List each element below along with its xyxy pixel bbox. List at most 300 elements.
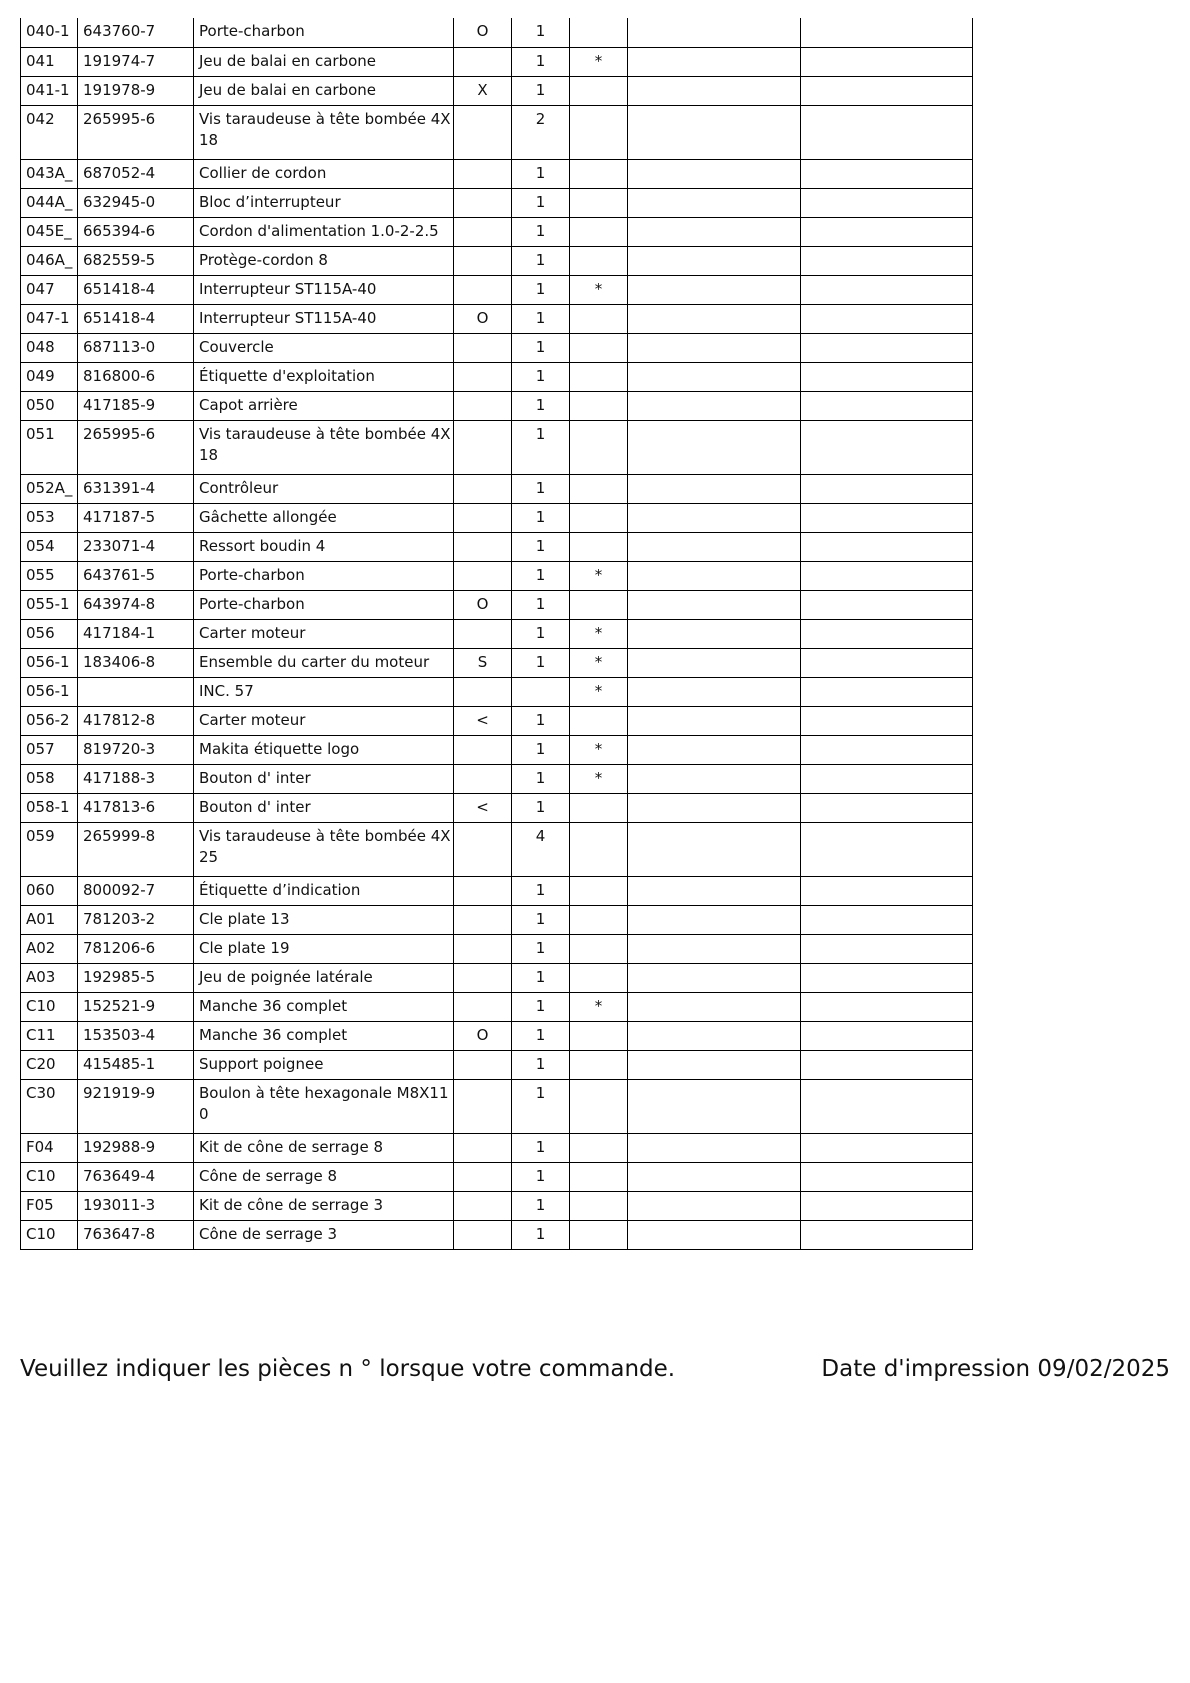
note-cell xyxy=(454,391,512,420)
quantity-cell: 1 xyxy=(512,18,570,47)
marker-cell xyxy=(570,1050,628,1079)
note-cell xyxy=(454,764,512,793)
item-number-cell: 056 xyxy=(21,619,78,648)
description-cell: Interrupteur ST115A-40 xyxy=(194,275,454,304)
note-cell: < xyxy=(454,706,512,735)
table-row xyxy=(21,76,973,105)
marker-cell xyxy=(570,304,628,333)
quantity-cell: 2 xyxy=(512,105,570,159)
part-number-cell: 153503-4 xyxy=(78,1021,194,1050)
marker-cell: * xyxy=(570,619,628,648)
item-number-cell: C10 xyxy=(21,1162,78,1191)
part-number-cell: 417187-5 xyxy=(78,503,194,532)
table-row xyxy=(21,105,973,159)
blank-cell xyxy=(801,420,973,474)
marker-cell: * xyxy=(570,735,628,764)
marker-cell xyxy=(570,934,628,963)
quantity-cell: 1 xyxy=(512,275,570,304)
table-row xyxy=(21,474,973,503)
part-number-cell: 193011-3 xyxy=(78,1191,194,1220)
table-row xyxy=(21,905,973,934)
note-cell xyxy=(454,619,512,648)
marker-cell xyxy=(570,159,628,188)
part-number-cell: 417188-3 xyxy=(78,764,194,793)
part-number-cell: 417812-8 xyxy=(78,706,194,735)
description-cell: Cle plate 13 xyxy=(194,905,454,934)
blank-cell xyxy=(628,420,801,474)
item-number-cell: 051 xyxy=(21,420,78,474)
item-number-cell: 042 xyxy=(21,105,78,159)
blank-cell xyxy=(628,1079,801,1133)
table-row xyxy=(21,764,973,793)
description-cell: Vis taraudeuse à tête bombée 4X 18 xyxy=(194,420,454,474)
blank-cell xyxy=(628,1050,801,1079)
item-number-cell: 049 xyxy=(21,362,78,391)
blank-cell xyxy=(628,391,801,420)
marker-cell xyxy=(570,905,628,934)
description-cell: Interrupteur ST115A-40 xyxy=(194,304,454,333)
description-cell: Carter moteur xyxy=(194,619,454,648)
table-row xyxy=(21,590,973,619)
blank-cell xyxy=(801,159,973,188)
blank-cell xyxy=(801,706,973,735)
blank-cell xyxy=(801,590,973,619)
item-number-cell: 058 xyxy=(21,764,78,793)
quantity-cell: 1 xyxy=(512,217,570,246)
blank-cell xyxy=(801,1021,973,1050)
table-row xyxy=(21,706,973,735)
part-number-cell: 819720-3 xyxy=(78,735,194,764)
blank-cell xyxy=(628,677,801,706)
quantity-cell: 1 xyxy=(512,793,570,822)
parts-table xyxy=(20,18,973,1250)
note-cell xyxy=(454,420,512,474)
quantity-cell: 1 xyxy=(512,532,570,561)
table-row xyxy=(21,1021,973,1050)
part-number-cell: 233071-4 xyxy=(78,532,194,561)
blank-cell xyxy=(801,876,973,905)
item-number-cell: 041-1 xyxy=(21,76,78,105)
table-row xyxy=(21,963,973,992)
part-number-cell: 781206-6 xyxy=(78,934,194,963)
marker-cell xyxy=(570,362,628,391)
blank-cell xyxy=(628,619,801,648)
table-row xyxy=(21,1220,973,1249)
note-cell xyxy=(454,47,512,76)
description-cell: Bloc d’interrupteur xyxy=(194,188,454,217)
marker-cell xyxy=(570,474,628,503)
blank-cell xyxy=(628,1133,801,1162)
blank-cell xyxy=(801,304,973,333)
blank-cell xyxy=(801,619,973,648)
part-number-cell: 417813-6 xyxy=(78,793,194,822)
table-row xyxy=(21,159,973,188)
description-cell: Jeu de balai en carbone xyxy=(194,47,454,76)
note-cell: O xyxy=(454,590,512,619)
description-cell: Cle plate 19 xyxy=(194,934,454,963)
table-row xyxy=(21,876,973,905)
description-cell: Étiquette d'exploitation xyxy=(194,362,454,391)
table-row xyxy=(21,648,973,677)
description-cell: Cordon d'alimentation 1.0-2-2.5 xyxy=(194,217,454,246)
blank-cell xyxy=(801,503,973,532)
quantity-cell: 1 xyxy=(512,1162,570,1191)
blank-cell xyxy=(801,1050,973,1079)
quantity-cell: 1 xyxy=(512,1191,570,1220)
marker-cell: * xyxy=(570,677,628,706)
blank-cell xyxy=(628,876,801,905)
description-cell: Porte-charbon xyxy=(194,590,454,619)
blank-cell xyxy=(801,1162,973,1191)
description-cell: Jeu de poignée latérale xyxy=(194,963,454,992)
blank-cell xyxy=(801,105,973,159)
note-cell: X xyxy=(454,76,512,105)
note-cell xyxy=(454,1050,512,1079)
blank-cell xyxy=(628,1021,801,1050)
blank-cell xyxy=(628,590,801,619)
blank-cell xyxy=(801,1079,973,1133)
table-row xyxy=(21,934,973,963)
blank-cell xyxy=(628,188,801,217)
blank-cell xyxy=(628,105,801,159)
item-number-cell: C20 xyxy=(21,1050,78,1079)
description-cell: Bouton d' inter xyxy=(194,793,454,822)
blank-cell xyxy=(801,47,973,76)
blank-cell xyxy=(801,934,973,963)
blank-cell xyxy=(628,561,801,590)
item-number-cell: 045E_ xyxy=(21,217,78,246)
part-number-cell: 651418-4 xyxy=(78,275,194,304)
blank-cell xyxy=(628,362,801,391)
blank-cell xyxy=(628,992,801,1021)
blank-cell xyxy=(801,561,973,590)
description-cell: Ressort boudin 4 xyxy=(194,532,454,561)
note-cell xyxy=(454,159,512,188)
marker-cell: * xyxy=(570,648,628,677)
note-cell xyxy=(454,1191,512,1220)
marker-cell xyxy=(570,105,628,159)
quantity-cell: 1 xyxy=(512,934,570,963)
blank-cell xyxy=(628,333,801,362)
marker-cell xyxy=(570,1133,628,1162)
item-number-cell: 055 xyxy=(21,561,78,590)
item-number-cell: 041 xyxy=(21,47,78,76)
quantity-cell: 1 xyxy=(512,474,570,503)
table-row xyxy=(21,246,973,275)
part-number-cell: 643761-5 xyxy=(78,561,194,590)
description-cell: Kit de cône de serrage 3 xyxy=(194,1191,454,1220)
note-cell xyxy=(454,1133,512,1162)
blank-cell xyxy=(628,1191,801,1220)
blank-cell xyxy=(801,963,973,992)
marker-cell xyxy=(570,532,628,561)
quantity-cell: 1 xyxy=(512,905,570,934)
quantity-cell: 1 xyxy=(512,1079,570,1133)
note-cell: O xyxy=(454,1021,512,1050)
blank-cell xyxy=(801,764,973,793)
part-number-cell: 265995-6 xyxy=(78,105,194,159)
blank-cell xyxy=(628,735,801,764)
note-cell xyxy=(454,876,512,905)
note-cell xyxy=(454,275,512,304)
quantity-cell: 1 xyxy=(512,963,570,992)
blank-cell xyxy=(801,1191,973,1220)
blank-cell xyxy=(801,188,973,217)
table-row xyxy=(21,735,973,764)
part-number-cell: 415485-1 xyxy=(78,1050,194,1079)
table-row xyxy=(21,503,973,532)
part-number-cell: 682559-5 xyxy=(78,246,194,275)
blank-cell xyxy=(628,963,801,992)
quantity-cell: 1 xyxy=(512,391,570,420)
description-cell: Collier de cordon xyxy=(194,159,454,188)
table-row xyxy=(21,1050,973,1079)
part-number-cell: 643760-7 xyxy=(78,18,194,47)
part-number-cell: 632945-0 xyxy=(78,188,194,217)
blank-cell xyxy=(801,474,973,503)
description-cell: Couvercle xyxy=(194,333,454,362)
table-row xyxy=(21,992,973,1021)
table-row xyxy=(21,822,973,876)
item-number-cell: 056-1 xyxy=(21,648,78,677)
table-row xyxy=(21,1191,973,1220)
part-number-cell: 192988-9 xyxy=(78,1133,194,1162)
blank-cell xyxy=(628,532,801,561)
description-cell: Capot arrière xyxy=(194,391,454,420)
note-cell xyxy=(454,735,512,764)
quantity-cell xyxy=(512,677,570,706)
item-number-cell: 057 xyxy=(21,735,78,764)
marker-cell: * xyxy=(570,992,628,1021)
quantity-cell: 1 xyxy=(512,1133,570,1162)
table-row xyxy=(21,362,973,391)
blank-cell xyxy=(801,76,973,105)
note-cell xyxy=(454,677,512,706)
marker-cell xyxy=(570,876,628,905)
description-cell: Cône de serrage 3 xyxy=(194,1220,454,1249)
note-cell: O xyxy=(454,304,512,333)
note-cell xyxy=(454,217,512,246)
table-row xyxy=(21,333,973,362)
quantity-cell: 1 xyxy=(512,992,570,1021)
blank-cell xyxy=(628,706,801,735)
order-instruction: Veuillez indiquer les pièces n ° lorsque votre commande. xyxy=(20,1356,676,1382)
part-number-cell: 763649-4 xyxy=(78,1162,194,1191)
table-row xyxy=(21,304,973,333)
blank-cell xyxy=(628,1162,801,1191)
blank-cell xyxy=(801,391,973,420)
quantity-cell: 1 xyxy=(512,706,570,735)
part-number-cell: 265995-6 xyxy=(78,420,194,474)
parts-table-body xyxy=(21,18,973,1249)
note-cell xyxy=(454,503,512,532)
item-number-cell: 040-1 xyxy=(21,18,78,47)
marker-cell xyxy=(570,333,628,362)
note-cell: < xyxy=(454,793,512,822)
blank-cell xyxy=(801,1133,973,1162)
part-number-cell: 781203-2 xyxy=(78,905,194,934)
item-number-cell: C11 xyxy=(21,1021,78,1050)
part-number-cell: 417184-1 xyxy=(78,619,194,648)
part-number-cell: 152521-9 xyxy=(78,992,194,1021)
marker-cell xyxy=(570,188,628,217)
item-number-cell: 047-1 xyxy=(21,304,78,333)
note-cell xyxy=(454,532,512,561)
blank-cell xyxy=(801,735,973,764)
blank-cell xyxy=(628,304,801,333)
item-number-cell: F04 xyxy=(21,1133,78,1162)
blank-cell xyxy=(628,275,801,304)
blank-cell xyxy=(801,1220,973,1249)
item-number-cell: 060 xyxy=(21,876,78,905)
quantity-cell: 1 xyxy=(512,876,570,905)
quantity-cell: 1 xyxy=(512,47,570,76)
blank-cell xyxy=(801,677,973,706)
item-number-cell: 044A_ xyxy=(21,188,78,217)
quantity-cell: 1 xyxy=(512,76,570,105)
description-cell: Manche 36 complet xyxy=(194,1021,454,1050)
part-number-cell: 191974-7 xyxy=(78,47,194,76)
item-number-cell: 056-2 xyxy=(21,706,78,735)
note-cell xyxy=(454,362,512,391)
marker-cell xyxy=(570,246,628,275)
note-cell xyxy=(454,822,512,876)
quantity-cell: 1 xyxy=(512,333,570,362)
marker-cell xyxy=(570,1162,628,1191)
item-number-cell: A01 xyxy=(21,905,78,934)
blank-cell xyxy=(801,793,973,822)
print-date: Date d'impression 09/02/2025 xyxy=(821,1356,1170,1382)
quantity-cell: 1 xyxy=(512,619,570,648)
quantity-cell: 1 xyxy=(512,159,570,188)
note-cell xyxy=(454,992,512,1021)
quantity-cell: 1 xyxy=(512,1021,570,1050)
note-cell xyxy=(454,963,512,992)
blank-cell xyxy=(628,648,801,677)
table-row xyxy=(21,532,973,561)
quantity-cell: 1 xyxy=(512,764,570,793)
table-row xyxy=(21,619,973,648)
part-number-cell: 763647-8 xyxy=(78,1220,194,1249)
blank-cell xyxy=(628,503,801,532)
description-cell: Support poignee xyxy=(194,1050,454,1079)
blank-cell xyxy=(628,822,801,876)
note-cell xyxy=(454,561,512,590)
description-cell: Ensemble du carter du moteur xyxy=(194,648,454,677)
marker-cell: * xyxy=(570,275,628,304)
marker-cell: * xyxy=(570,764,628,793)
item-number-cell: 054 xyxy=(21,532,78,561)
item-number-cell: 053 xyxy=(21,503,78,532)
marker-cell xyxy=(570,1079,628,1133)
blank-cell xyxy=(801,275,973,304)
blank-cell xyxy=(628,246,801,275)
part-number-cell: 687113-0 xyxy=(78,333,194,362)
item-number-cell: 043A_ xyxy=(21,159,78,188)
note-cell: O xyxy=(454,18,512,47)
marker-cell xyxy=(570,76,628,105)
note-cell xyxy=(454,246,512,275)
table-row xyxy=(21,47,973,76)
item-number-cell: C10 xyxy=(21,1220,78,1249)
part-number-cell: 183406-8 xyxy=(78,648,194,677)
description-cell: Kit de cône de serrage 8 xyxy=(194,1133,454,1162)
quantity-cell: 1 xyxy=(512,1220,570,1249)
item-number-cell: 052A_ xyxy=(21,474,78,503)
quantity-cell: 1 xyxy=(512,503,570,532)
item-number-cell: 048 xyxy=(21,333,78,362)
blank-cell xyxy=(628,905,801,934)
marker-cell xyxy=(570,1191,628,1220)
blank-cell xyxy=(628,47,801,76)
description-cell: INC. 57 xyxy=(194,677,454,706)
blank-cell xyxy=(801,905,973,934)
note-cell xyxy=(454,1220,512,1249)
description-cell: Vis taraudeuse à tête bombée 4X 18 xyxy=(194,105,454,159)
marker-cell xyxy=(570,217,628,246)
description-cell: Boulon à tête hexagonale M8X11 0 xyxy=(194,1079,454,1133)
table-row xyxy=(21,275,973,304)
item-number-cell: C30 xyxy=(21,1079,78,1133)
table-row xyxy=(21,677,973,706)
note-cell xyxy=(454,1162,512,1191)
blank-cell xyxy=(628,76,801,105)
part-number-cell: 191978-9 xyxy=(78,76,194,105)
blank-cell xyxy=(801,822,973,876)
description-cell: Étiquette d’indication xyxy=(194,876,454,905)
note-cell xyxy=(454,934,512,963)
blank-cell xyxy=(801,532,973,561)
marker-cell: * xyxy=(570,561,628,590)
note-cell xyxy=(454,474,512,503)
marker-cell xyxy=(570,590,628,619)
note-cell: S xyxy=(454,648,512,677)
note-cell xyxy=(454,105,512,159)
marker-cell xyxy=(570,18,628,47)
description-cell: Carter moteur xyxy=(194,706,454,735)
quantity-cell: 1 xyxy=(512,246,570,275)
note-cell xyxy=(454,905,512,934)
quantity-cell: 1 xyxy=(512,362,570,391)
part-number-cell: 192985-5 xyxy=(78,963,194,992)
description-cell: Protège-cordon 8 xyxy=(194,246,454,275)
blank-cell xyxy=(801,18,973,47)
description-cell: Contrôleur xyxy=(194,474,454,503)
marker-cell xyxy=(570,793,628,822)
quantity-cell: 1 xyxy=(512,590,570,619)
marker-cell xyxy=(570,706,628,735)
part-number-cell: 651418-4 xyxy=(78,304,194,333)
note-cell xyxy=(454,188,512,217)
blank-cell xyxy=(801,217,973,246)
description-cell: Manche 36 complet xyxy=(194,992,454,1021)
table-row xyxy=(21,793,973,822)
item-number-cell: 047 xyxy=(21,275,78,304)
table-row xyxy=(21,1133,973,1162)
description-cell: Porte-charbon xyxy=(194,18,454,47)
table-row xyxy=(21,217,973,246)
part-number-cell: 816800-6 xyxy=(78,362,194,391)
item-number-cell: 046A_ xyxy=(21,246,78,275)
blank-cell xyxy=(628,1220,801,1249)
quantity-cell: 1 xyxy=(512,1050,570,1079)
description-cell: Jeu de balai en carbone xyxy=(194,76,454,105)
quantity-cell: 1 xyxy=(512,561,570,590)
quantity-cell: 1 xyxy=(512,648,570,677)
table-row xyxy=(21,420,973,474)
marker-cell xyxy=(570,963,628,992)
part-number-cell: 631391-4 xyxy=(78,474,194,503)
